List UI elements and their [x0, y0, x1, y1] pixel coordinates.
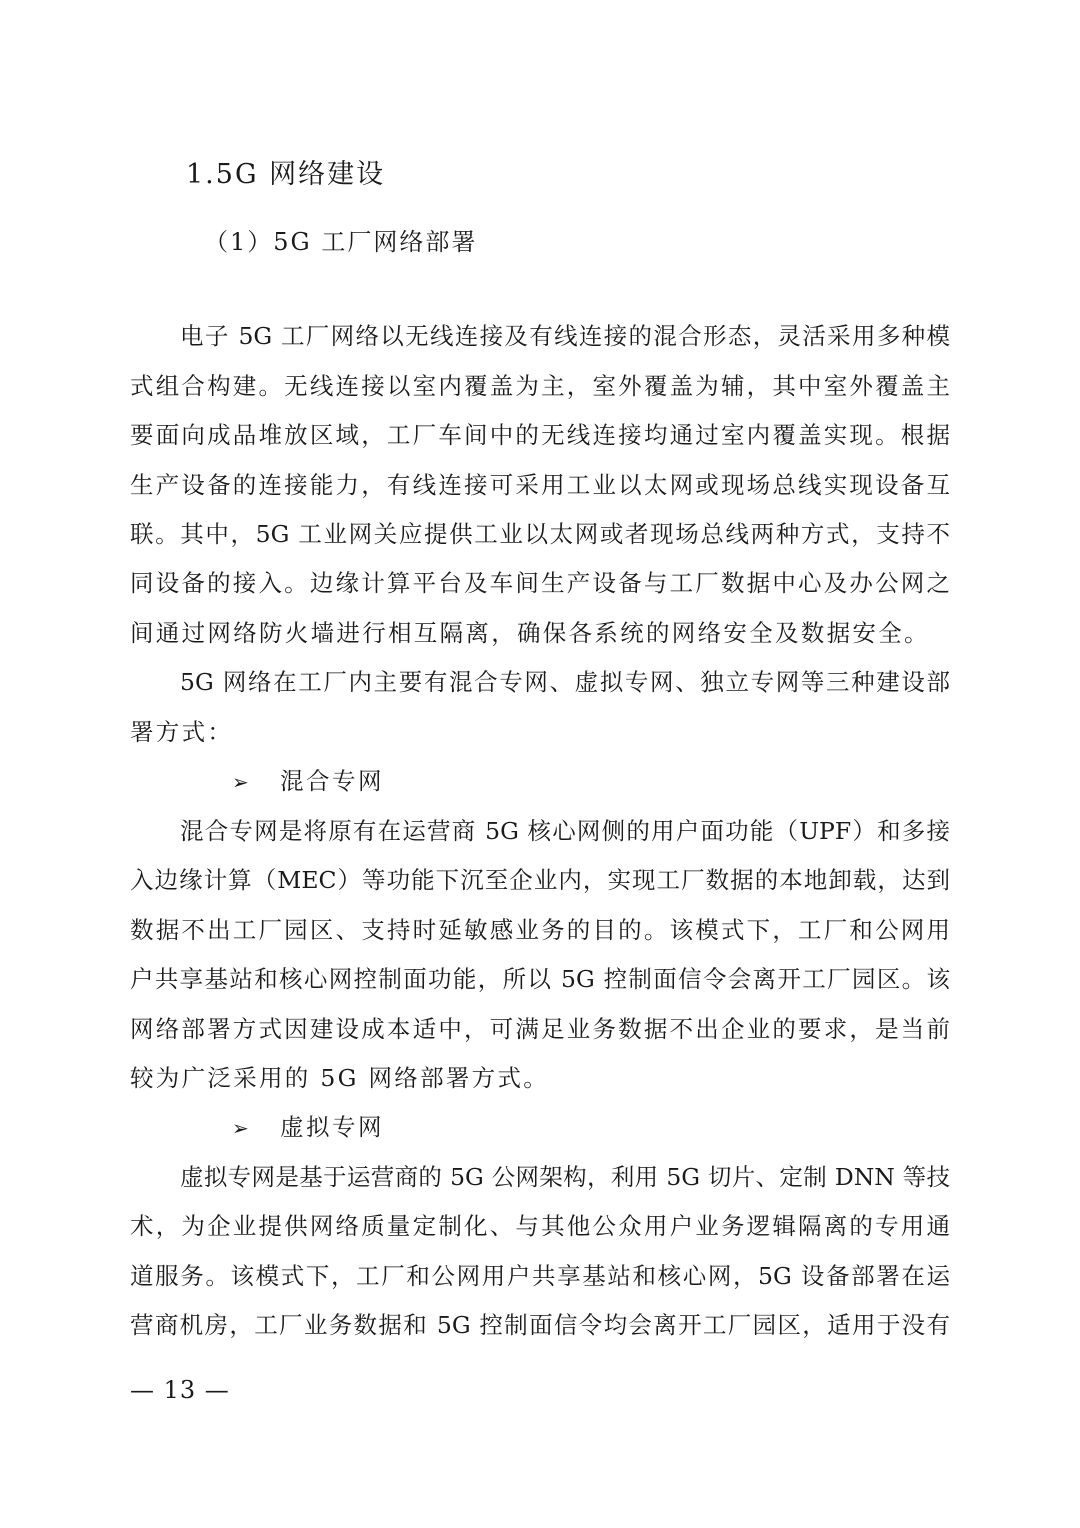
paragraph-line: 营商机房，工厂业务数据和 5G 控制面信令均会离开工厂园区，适用于没有	[130, 1311, 950, 1339]
paragraph-line: 式组合构建。无线连接以室内覆盖为主，室外覆盖为辅，其中室外覆盖主	[130, 372, 950, 400]
page-number: — 13 —	[130, 1376, 230, 1404]
paragraph-line: 网络部署方式因建设成本适中，可满足业务数据不出企业的要求，是当前	[130, 1015, 950, 1043]
paragraph-line: 混合专网是将原有在运营商 5G 核心网侧的用户面功能（UPF）和多接	[180, 817, 950, 845]
paragraph-line: 同设备的接入。边缘计算平台及车间生产设备与工厂数据中心及办公网之	[130, 569, 950, 597]
paragraph-line: 虚拟专网是基于运营商的 5G 公网架构，利用 5G 切片、定制 DNN 等技	[180, 1163, 950, 1191]
paragraph-line: 户共享基站和核心网控制面功能，所以 5G 控制面信令会离开工厂园区。该	[130, 965, 950, 993]
subsection-heading: （1）5G 工厂网络部署	[204, 228, 478, 256]
paragraph-line: 要面向成品堆放区域，工厂车间中的无线连接均通过室内覆盖实现。根据	[130, 421, 950, 449]
paragraph-line: 数据不出工厂园区、支持时延敏感业务的目的。该模式下，工厂和公网用	[130, 916, 950, 944]
paragraph-line: 道服务。该模式下，工厂和公网用户共享基站和核心网，5G 设备部署在运	[130, 1262, 950, 1290]
paragraph-line: 入边缘计算（MEC）等功能下沉至企业内，实现工厂数据的本地卸载，达到	[130, 866, 950, 894]
paragraph-line: 较为广泛采用的 5G 网络部署方式。	[130, 1064, 550, 1092]
bullet-item-hybrid-private-network	[232, 761, 384, 801]
paragraph-line: 联。其中，5G 工业网关应提供工业以太网或者现场总线两种方式，支持不	[130, 520, 950, 548]
arrow-bullet-icon: ➢	[232, 1116, 249, 1140]
paragraph-line: 5G 网络在工厂内主要有混合专网、虚拟专网、独立专网等三种建设部	[180, 668, 950, 696]
bullet-label: 虚拟专网	[280, 1113, 384, 1141]
paragraph-line: 署方式：	[130, 718, 234, 746]
paragraph-line: 间通过网络防火墙进行相互隔离，确保各系统的网络安全及数据安全。	[130, 619, 930, 647]
bullet-label: 混合专网	[280, 767, 384, 795]
paragraph-line: 电子 5G 工厂网络以无线连接及有线连接的混合形态，灵活采用多种模	[180, 322, 950, 350]
bullet-item-virtual-private-network	[232, 1107, 384, 1147]
paragraph-line: 术，为企业提供网络质量定制化、与其他公众用户业务逻辑隔离的专用通	[130, 1212, 950, 1240]
section-heading: 1.5G 网络建设	[186, 159, 386, 190]
arrow-bullet-icon: ➢	[232, 770, 249, 794]
paragraph-line: 生产设备的连接能力，有线连接可采用工业以太网或现场总线实现设备互	[130, 471, 950, 499]
